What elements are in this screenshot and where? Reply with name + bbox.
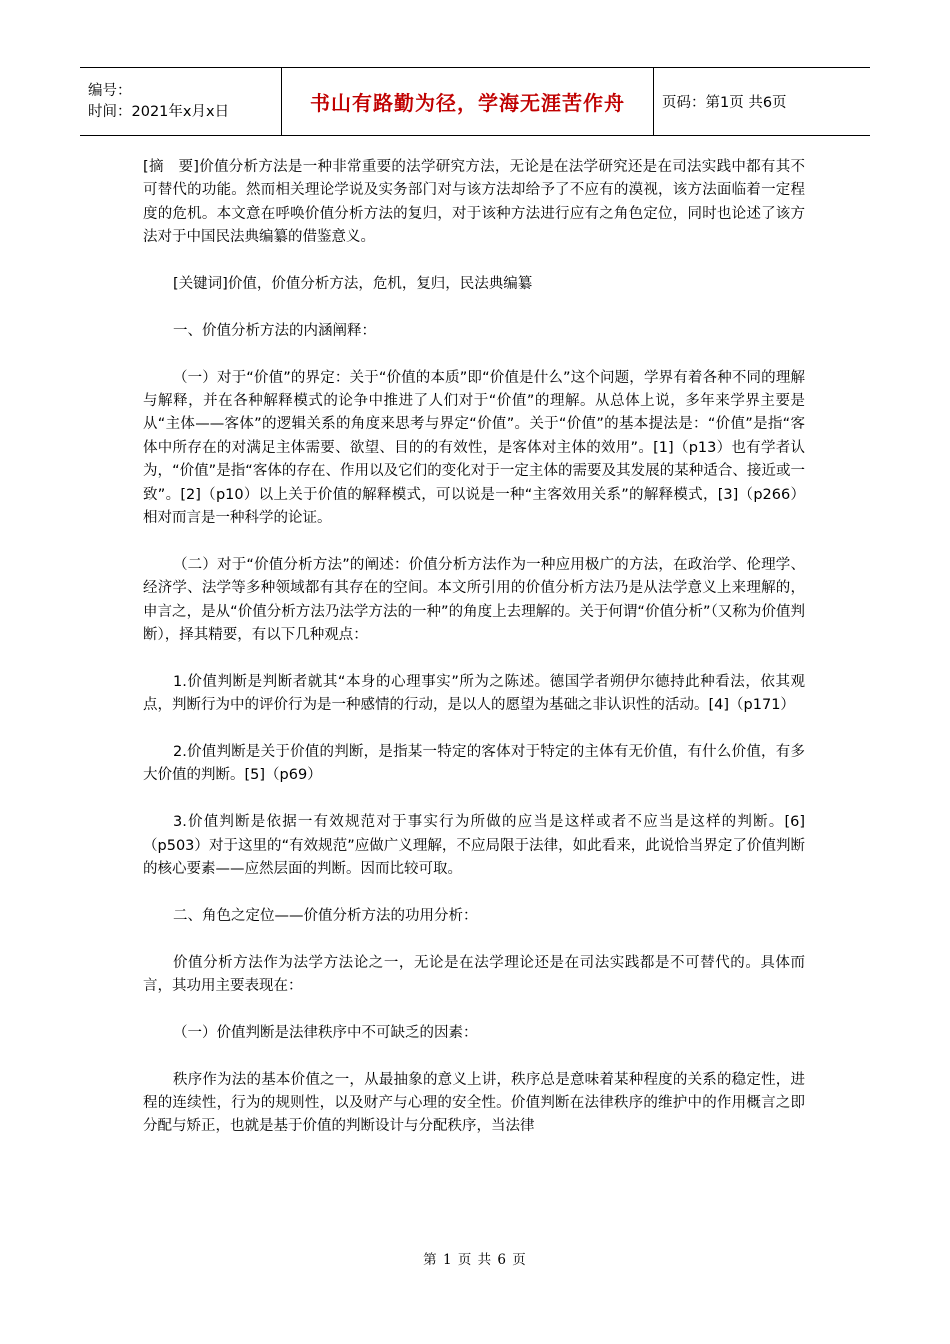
section-heading-1: 一、价值分析方法的内涵阐释： xyxy=(173,322,376,339)
list-item-1: 1.价值判断是判断者就其“本身的心理事实”所为之陈述。德国学者朔伊尔德持此种看法，依其观点，判断行为中的评价行为是一种感情的行动，是以人的愿望为基础之非认识性的活动。[4]（p171） xyxy=(143,673,805,714)
body-paragraph: 秩序作为法的基本价值之一，从最抽象的意义上讲，秩序总是意味着某种程度的关系的稳定性，进程的连续性，行为的规则性，以及财产与心理的安全性。价值判断在法律秩序的维护中的作用概言之即分配与矫正，也就是基于价值的判断设计与分配秩序，当法律 xyxy=(143,1071,805,1135)
body-paragraph: 价值分析方法作为法学方法论之一，无论是在法学理论还是在司法实践都是不可替代的。具体而言，其功用主要表现在： xyxy=(143,954,805,995)
keywords-paragraph: [关键词]价值，价值分析方法，危机，复归，民法典编纂 xyxy=(173,276,533,293)
header-page-info: 页码：第1页 共6页 xyxy=(662,95,787,111)
document-number-label: 编号： xyxy=(88,82,132,99)
list-item-3: 3.价值判断是依据一有效规范对于事实行为所做的应当是这样或者不应当是这样的判断。[6]（p503）对于这里的“有效规范”应做广义理解，不应局限于法律，如此看来，此说恰当界定了价值判断的核心要素——应然层面的判断。因而比较可取。 xyxy=(143,814,805,878)
subsection-heading: （一）价值判断是法律秩序中不可缺乏的因素： xyxy=(173,1024,478,1041)
body-paragraph: （一）对于“价值”的界定：关于“价值的本质”即“价值是什么”这个问题，学界有着各种不同的理解与解释，并在各种解释模式的论争中推进了人们对于“价值”的理解。从总体上说，多年来学界主要是从“主体——客体”的逻辑关系的角度来思考与界定“价值”。关于“价值”的基本提法是：“价值”是指“客体中所存在的对满足主体需要、欲望、目的的有效性，是客体对主体的效用”。[1]（p13）也有学者认为，“价值”是指“客体的存在、作用以及它们的变化对于一定主体的需要及其发展的某种适合、接近或一致”。[2]（p10）以上关于价值的解释模式，可以说是一种“主客效用关系”的解释模式，[3]（p266）相对而言是一种科学的论证。 xyxy=(143,369,805,527)
section-heading-2: 二、角色之定位——价值分析方法的功用分析： xyxy=(173,907,478,924)
header-page-info-cell xyxy=(654,68,870,135)
list-item-2: 2.价值判断是关于价值的判断，是指某一特定的客体对于特定的主体有无价值，有什么价值，有多大价值的判断。[5]（p69） xyxy=(143,744,805,784)
abstract-paragraph: [摘 要]价值分析方法是一种非常重要的法学研究方法，无论是在法学研究还是在司法实践中都有其不可替代的功能。然而相关理论学说及实务部门对与该方法却给予了不应有的漠视，该方法面临着一定程度的危机。本文意在呼唤价值分析方法的复归，对于该种方法进行应有之角色定位，同时也论述了该方法对于中国民法典编纂的借鉴意义。 xyxy=(143,159,805,246)
header-meta xyxy=(80,68,282,135)
header-motto-cell xyxy=(282,68,654,135)
page-footer: 第 1 页 共 6 页 xyxy=(423,1252,527,1268)
document-date: 时间：2021年x月x日 xyxy=(88,103,230,120)
header-motto: 书山有路勤为径，学海无涯苦作舟 xyxy=(310,91,625,115)
body-paragraph: （二）对于“价值分析方法”的阐述：价值分析方法作为一种应用极广的方法，在政治学、伦理学、经济学、法学等多种领域都有其存在的空间。本文所引用的价值分析方法乃是从法学意义上来理解的，申言之，是从“价值分析方法乃法学方法的一种”的角度上去理解的。关于何谓“价值分析”（又称为价值判断），择其精要，有以下几种观点： xyxy=(143,556,805,644)
page-header xyxy=(80,67,870,136)
document-body xyxy=(143,156,805,1162)
